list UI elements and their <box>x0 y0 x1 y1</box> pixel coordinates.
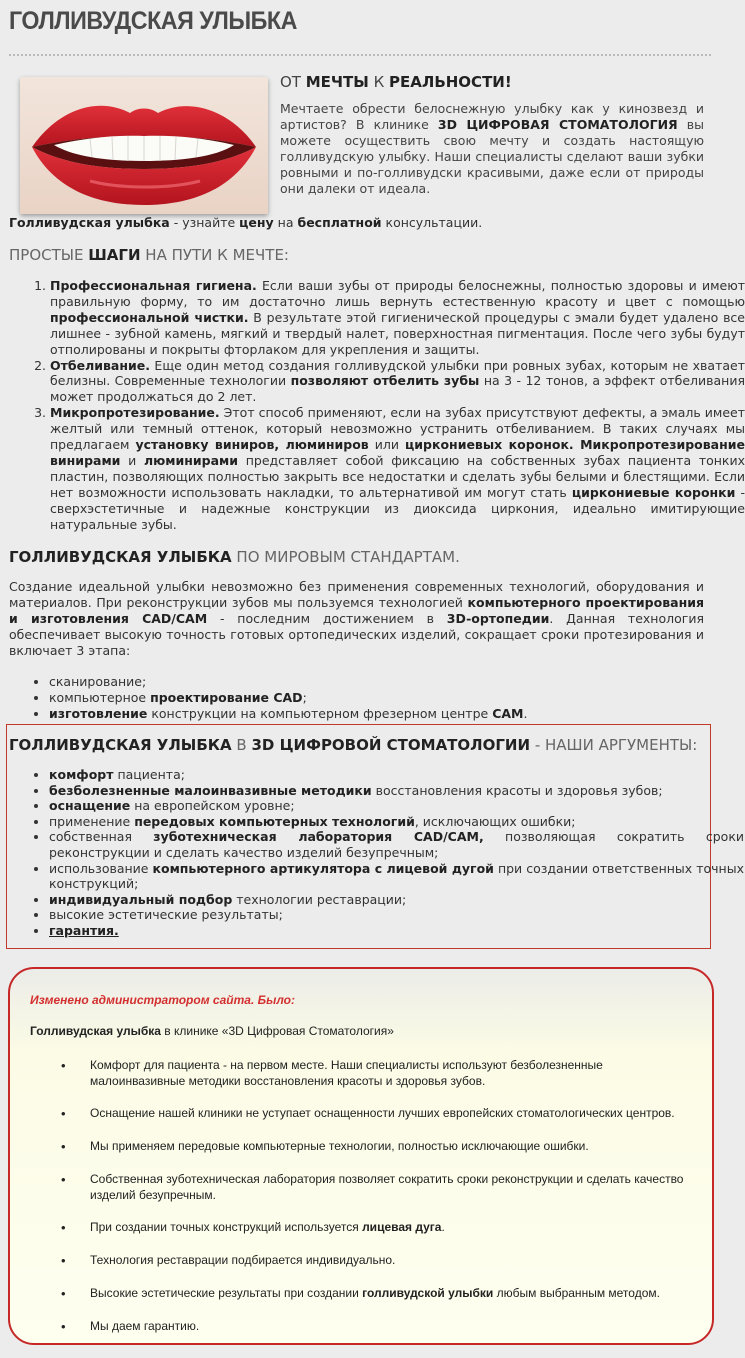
list-item: • комфорт пациента; <box>49 767 744 783</box>
list-item: • изготовление конструкции на компьютерном фрезерном центре CAM. <box>49 706 729 722</box>
intro-text: Мечтаете обрести белоснежную улыбку как у кинозвезд и артистов? В клинике 3D ЦИФРОВАЯ СТОМАТОЛОГИЯ вы можете осуществить свою мечту и создать настоящую голливудскую улыбку. Наши специалисты сделают ваши зубки ровными и по-голливудски красивыми, даже если от природы они далеки от идеала. <box>280 101 704 196</box>
list-item: • Оснащение нашей клиники не уступает оснащенности лучших европейских стоматологических центров. <box>90 1106 690 1122</box>
list-item: • гарантия. <box>49 923 744 939</box>
dotted-divider <box>9 54 711 56</box>
list-item: • компьютерное проектирование CAD; <box>49 690 729 706</box>
list-item: 1. Профессиональная гигиена. Если ваши зубы от природы белоснежны, полностью здоровы и имеют правильную форму, то им достаточно лишь вернуть естественную красоту и цвет с помощью профессиональной чистки. В результате этой гигиенической процедуры с эмали будет удалено все лишнее - зубной камень, мягкий и твердый налет, поверхностная пигментация. После чего зубы будут отполированы и покрыты фторлаком для укрепления и защиты. <box>50 278 745 358</box>
arguments-list <box>9 767 744 939</box>
admin-edit-note-box <box>8 967 714 1345</box>
list-item: • Мы даем гарантию. <box>90 1319 690 1335</box>
list-item: • Комфорт для пациента - на первом месте. Наши специалисты используют безболезненные малоинвазивные методики восстановления красоты и здоровья зубов. <box>90 1058 690 1089</box>
list-item: 2. Отбеливание. Еще один метод создания голливудской улыбки при ровных зубах, которым не хватает белизны. Современные технологии позволяют отбелить зубы на 3 - 12 тонов, а эффект отбеливания может продолжаться до 2 лет. <box>50 358 745 406</box>
free-consultation-line: Голливудская улыбка - узнайте цену на бесплатной консультации. <box>9 215 483 230</box>
list-item: • Технология реставрации подбирается индивидуально. <box>90 1253 690 1269</box>
list-item: • сканирование; <box>49 674 729 690</box>
list-item: • оснащение на европейском уровне; <box>49 798 744 814</box>
list-item: • Высокие эстетические результаты при создании голливудской улыбки любым выбранным методом. <box>90 1286 690 1302</box>
world-standards-text: Создание идеальной улыбки невозможно без применения современных технологий, оборудования и материалов. При реконструкции зубов мы пользуемся технологией компьютерного проектирования и изготовления CAD/CAM - последним достижением в 3D-ортопедии. Данная технология обеспечивает высокую точность готовых ортопедических изделий, сокращает сроки протезирования и включает 3 этапа: <box>9 579 704 658</box>
list-item: • использование компьютерного артикулятора с лицевой дугой при создании ответственных точных конструкций; <box>49 861 744 892</box>
intro-block <box>280 73 704 197</box>
list-item: • применение передовых компьютерных технологий, исключающих ошибки; <box>49 814 744 830</box>
list-item: • высокие эстетические результаты; <box>49 907 744 923</box>
arguments-heading: ГОЛЛИВУДСКАЯ УЛЫБКА В 3D ЦИФРОВОЙ СТОМАТОЛОГИИ - НАШИ АРГУМЕНТЫ: <box>9 736 698 754</box>
list-item: • индивидуальный подбор технологии реставрации; <box>49 892 744 908</box>
page-title: ГОЛЛИВУДСКАЯ УЛЫБКА <box>9 7 297 35</box>
world-standards-heading: ГОЛЛИВУДСКАЯ УЛЫБКА ПО МИРОВЫМ СТАНДАРТАМ. <box>9 548 460 566</box>
intro-heading: ОТ МЕЧТЫ К РЕАЛЬНОСТИ! <box>280 73 512 91</box>
list-item: • собственная зуботехническая лаборатория CAD/CAM, позволяющая сократить сроки реконструкции и сделать качество изделий безупречным; <box>49 829 744 860</box>
list-item: • Мы применяем передовые компьютерные технологии, полностью исключающие ошибки. <box>90 1139 690 1155</box>
list-item: • безболезненные малоинвазивные методики восстановления красоты и здоровья зубов; <box>49 783 744 799</box>
smile-photo <box>20 77 268 214</box>
cad-cam-stages-list <box>9 674 729 722</box>
list-item: • При создании точных конструкций используется лицевая дуга. <box>90 1220 690 1236</box>
admin-edit-note: Изменено администратором сайта. Было: <box>30 993 295 1007</box>
list-item: • Собственная зуботехническая лаборатория позволяет сократить сроки реконструкции и сделать качество изделий безупречным. <box>90 1172 690 1203</box>
old-lead-text: Голливудская улыбка в клинике «3D Цифровая Стоматология» <box>30 1024 394 1038</box>
lips-teeth-illustration <box>20 77 268 214</box>
steps-heading: ПРОСТЫЕ ШАГИ НА ПУТИ К МЕЧТЕ: <box>9 246 289 264</box>
steps-list <box>9 278 745 533</box>
list-item: 3. Микропротезирование. Этот способ применяют, если на зубах присутствуют дефекты, а эмаль имеет желтый или темный оттенок, который невозможно устранить отбеливанием. В таких случаях мы предлагаем установку виниров, люминиров или циркониевых коронок. Микропротезирование винирами и люминирами представляет собой фиксацию на собственных зубах пациента тонких пластин, позволяющих полностью закрыть все недостатки и сделать зубы белыми и блестящими. Если нет возможности использовать накладки, то альтернативой им могут стать циркониевые коронки - сверхэстетичные и надежные конструкции из диоксида циркония, идеально имитирующие натуральные зубы. <box>50 405 745 532</box>
